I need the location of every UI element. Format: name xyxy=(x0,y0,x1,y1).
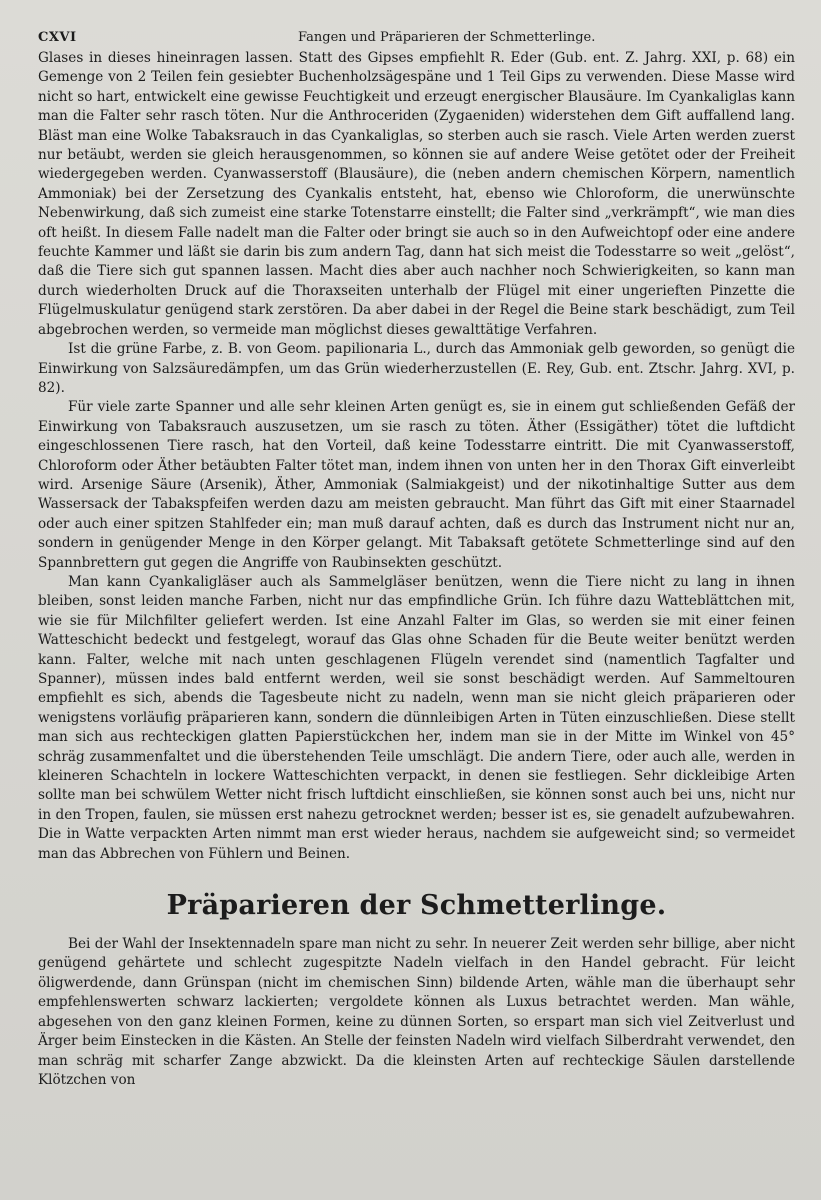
page-body xyxy=(38,49,795,1090)
paragraph-3: Für viele zarte Spanner und alle sehr kleinen Arten genügt es, sie in einem gut schließenden Gefäß der Einwirkung von Tabaksrauch auszusetzen, um sie rasch zu töten. Äther (Essigäther) tötet die luftdicht eingeschlossenen Tiere rasch, hat den Vorteil, daß keine Todesstarre eintritt. Die mit Cyanwasserstoff, Chloroform oder Äther betäubten Falter tötet man, indem ihnen von unten her in den Thorax Gift einverleibt wird. Arsenige Säure (Arsenik), Äther, Ammoniak (Salmiakgeist) und der nikotinhaltige Sutter aus dem Wassersack der Tabakspfeifen werden dazu am meisten gebraucht. Man führt das Gift mit einer Staarnadel oder auch einer spitzen Stahlfeder ein; man muß darauf achten, daß es durch das Instrument nicht nur an, sondern in genügender Menge in den Körper gelangt. Mit Tabaksaft getötete Schmetterlinge sind auf den Spannbrettern gut gegen die Angriffe von Raubinsekten geschützt. xyxy=(38,399,795,571)
section-heading: Präparieren der Schmetterlinge. xyxy=(166,890,667,922)
section-paragraph: Bei der Wahl der Insektennadeln spare man nicht zu sehr. In neuerer Zeit werden sehr billige, aber nicht genügend gehärtete und schlecht zugespitzte Nadeln vielfach in den Handel gebracht. Für leicht öligwerdende, dann Grünspan (nicht im chemischen Sinn) bildende Arten, wähle man die überhaupt sehr empfehlenswerten schwarz lackierten; vergoldete können als Luxus betrachtet werden. Man wähle, abgesehen von den ganz kleinen Formen, keine zu dünnen Sorten, so erspart man sich viel Zeitverlust und Ärger beim Einstecken in die Kästen. An Stelle der feinsten Nadeln wird vielfach Silberdraht verwendet, den man schräg mit scharfer Zange abzwickt. Da die kleinsten Arten auf rechteckige Säulen darstellende Klötzchen von xyxy=(38,936,795,1088)
paragraph-1: Glases in dieses hineinragen lassen. Statt des Gipses empfiehlt R. Eder (Gub. ent. Z. Jahrg. XXI, p. 68) ein Gemenge von 2 Teilen fein gesiebter Buchenholzsägespäne und 1 Teil Gips zu verwenden. Diese Masse wird nicht so hart, entwickelt eine gewisse Feuchtigkeit und erzeugt energischer Blausäure. Im Cyankaliglas kann man die Falter sehr rasch töten. Nur die Anthroceriden (Zygaeniden) widerstehen dem Gift auffallend lang. Bläst man eine Wolke Tabaksrauch in das Cyankaliglas, so sterben auch sie rasch. Viele Arten werden zuerst nur betäubt, werden sie gleich herausgenommen, so können sie auf andere Weise getötet oder der Freiheit wiedergegeben werden. Cyanwasserstoff (Blausäure), die (neben andern chemischen Körpern, namentlich Ammoniak) bei der Zersetzung des Cyankalis entsteht, hat, ebenso wie Chloroform, die unerwünschte Nebenwirkung, daß sich zumeist eine starke Totenstarre einstellt; die Falter sind „verkrämpft“, wie man dies oft heißt. In diesem Falle nadelt man die Falter oder bringt sie auch so in den Aufweichtopf oder eine andere feuchte Kammer und läßt sie darin bis zum andern Tag, dann hat sich meist die Todesstarre so weit „gelöst“, daß die Tiere sich gut spannen lassen. Macht dies aber auch nachher noch Schwierigkeiten, so kann man durch wiederholten Druck auf die Thoraxseiten unterhalb der Flügel mit einer ungerieften Pinzette die Flügelmuskulatur genügend stark zerstören. Da aber dabei in der Regel die Beine stark beschädigt, zum Teil abgebrochen werden, so vermeide man möglichst dieses gewalttätige Verfahren. xyxy=(38,50,796,338)
page-number: CXVI xyxy=(38,30,77,45)
running-title: Fangen und Präparieren der Schmetterlinge. xyxy=(298,30,596,45)
paragraph-4: Man kann Cyankaligläser auch als Sammelgläser benützen, wenn die Tiere nicht zu lang in ihnen bleiben, sonst leiden manche Farben, nicht nur das empfindliche Grün. Ich führe dazu Watteblättchen mit, wie sie für Milchfilter geliefert werden. Ist eine Anzahl Falter im Glas, so werden sie mit einer feinen Watteschicht bedeckt und festgelegt, worauf das Glas ohne Schaden für die Beute weiter benützt werden kann. Falter, welche mit nach unten geschlagenen Flügeln verendet sind (namentlich Tagfalter und Spanner), müssen indes bald entfernt werden, weil sie sonst beschädigt werden. Auf Sammeltouren empfiehlt es sich, abends die Tagesbeute nicht zu nadeln, wenn man sie nicht gleich präparieren oder wenigstens vorläufig präparieren kann, sondern die dünnleibigen Arten in Tüten einzuschließen. Diese stellt man sich aus rechteckigen glatten Papierstückchen her, indem man sie in der Mitte im Winkel von 45° schräg zusammenfaltet und die überstehenden Teile umschlägt. Die andern Tiere, oder auch alle, werden in kleineren Schachteln in lockere Watteschichten verpackt, in denen sie festliegen. Sehr dickleibige Arten sollte man bei schwülem Wetter nicht frisch luftdicht einschließen, sie können sonst auch bei uns, nicht nur in den Tropen, faulen, sie müssen erst nahezu getrocknet werden; besser ist es, sie genadelt aufzubewahren. Die in Watte verpackten Arten nimmt man erst wieder heraus, nachdem sie aufgeweicht sind; so vermeidet man das Abbrechen von Fühlern und Beinen. xyxy=(38,573,795,862)
paragraph-2: Ist die grüne Farbe, z. B. von Geom. papilionaria L., durch das Ammoniak gelb geworden, so genügt die Einwirkung von Salzsäuredämpfen, um das Grün wiederherzustellen (E. Rey, Gub. ent. Ztschr. Jahrg. XVI, p. 82). xyxy=(38,341,795,396)
page-header xyxy=(38,30,795,45)
